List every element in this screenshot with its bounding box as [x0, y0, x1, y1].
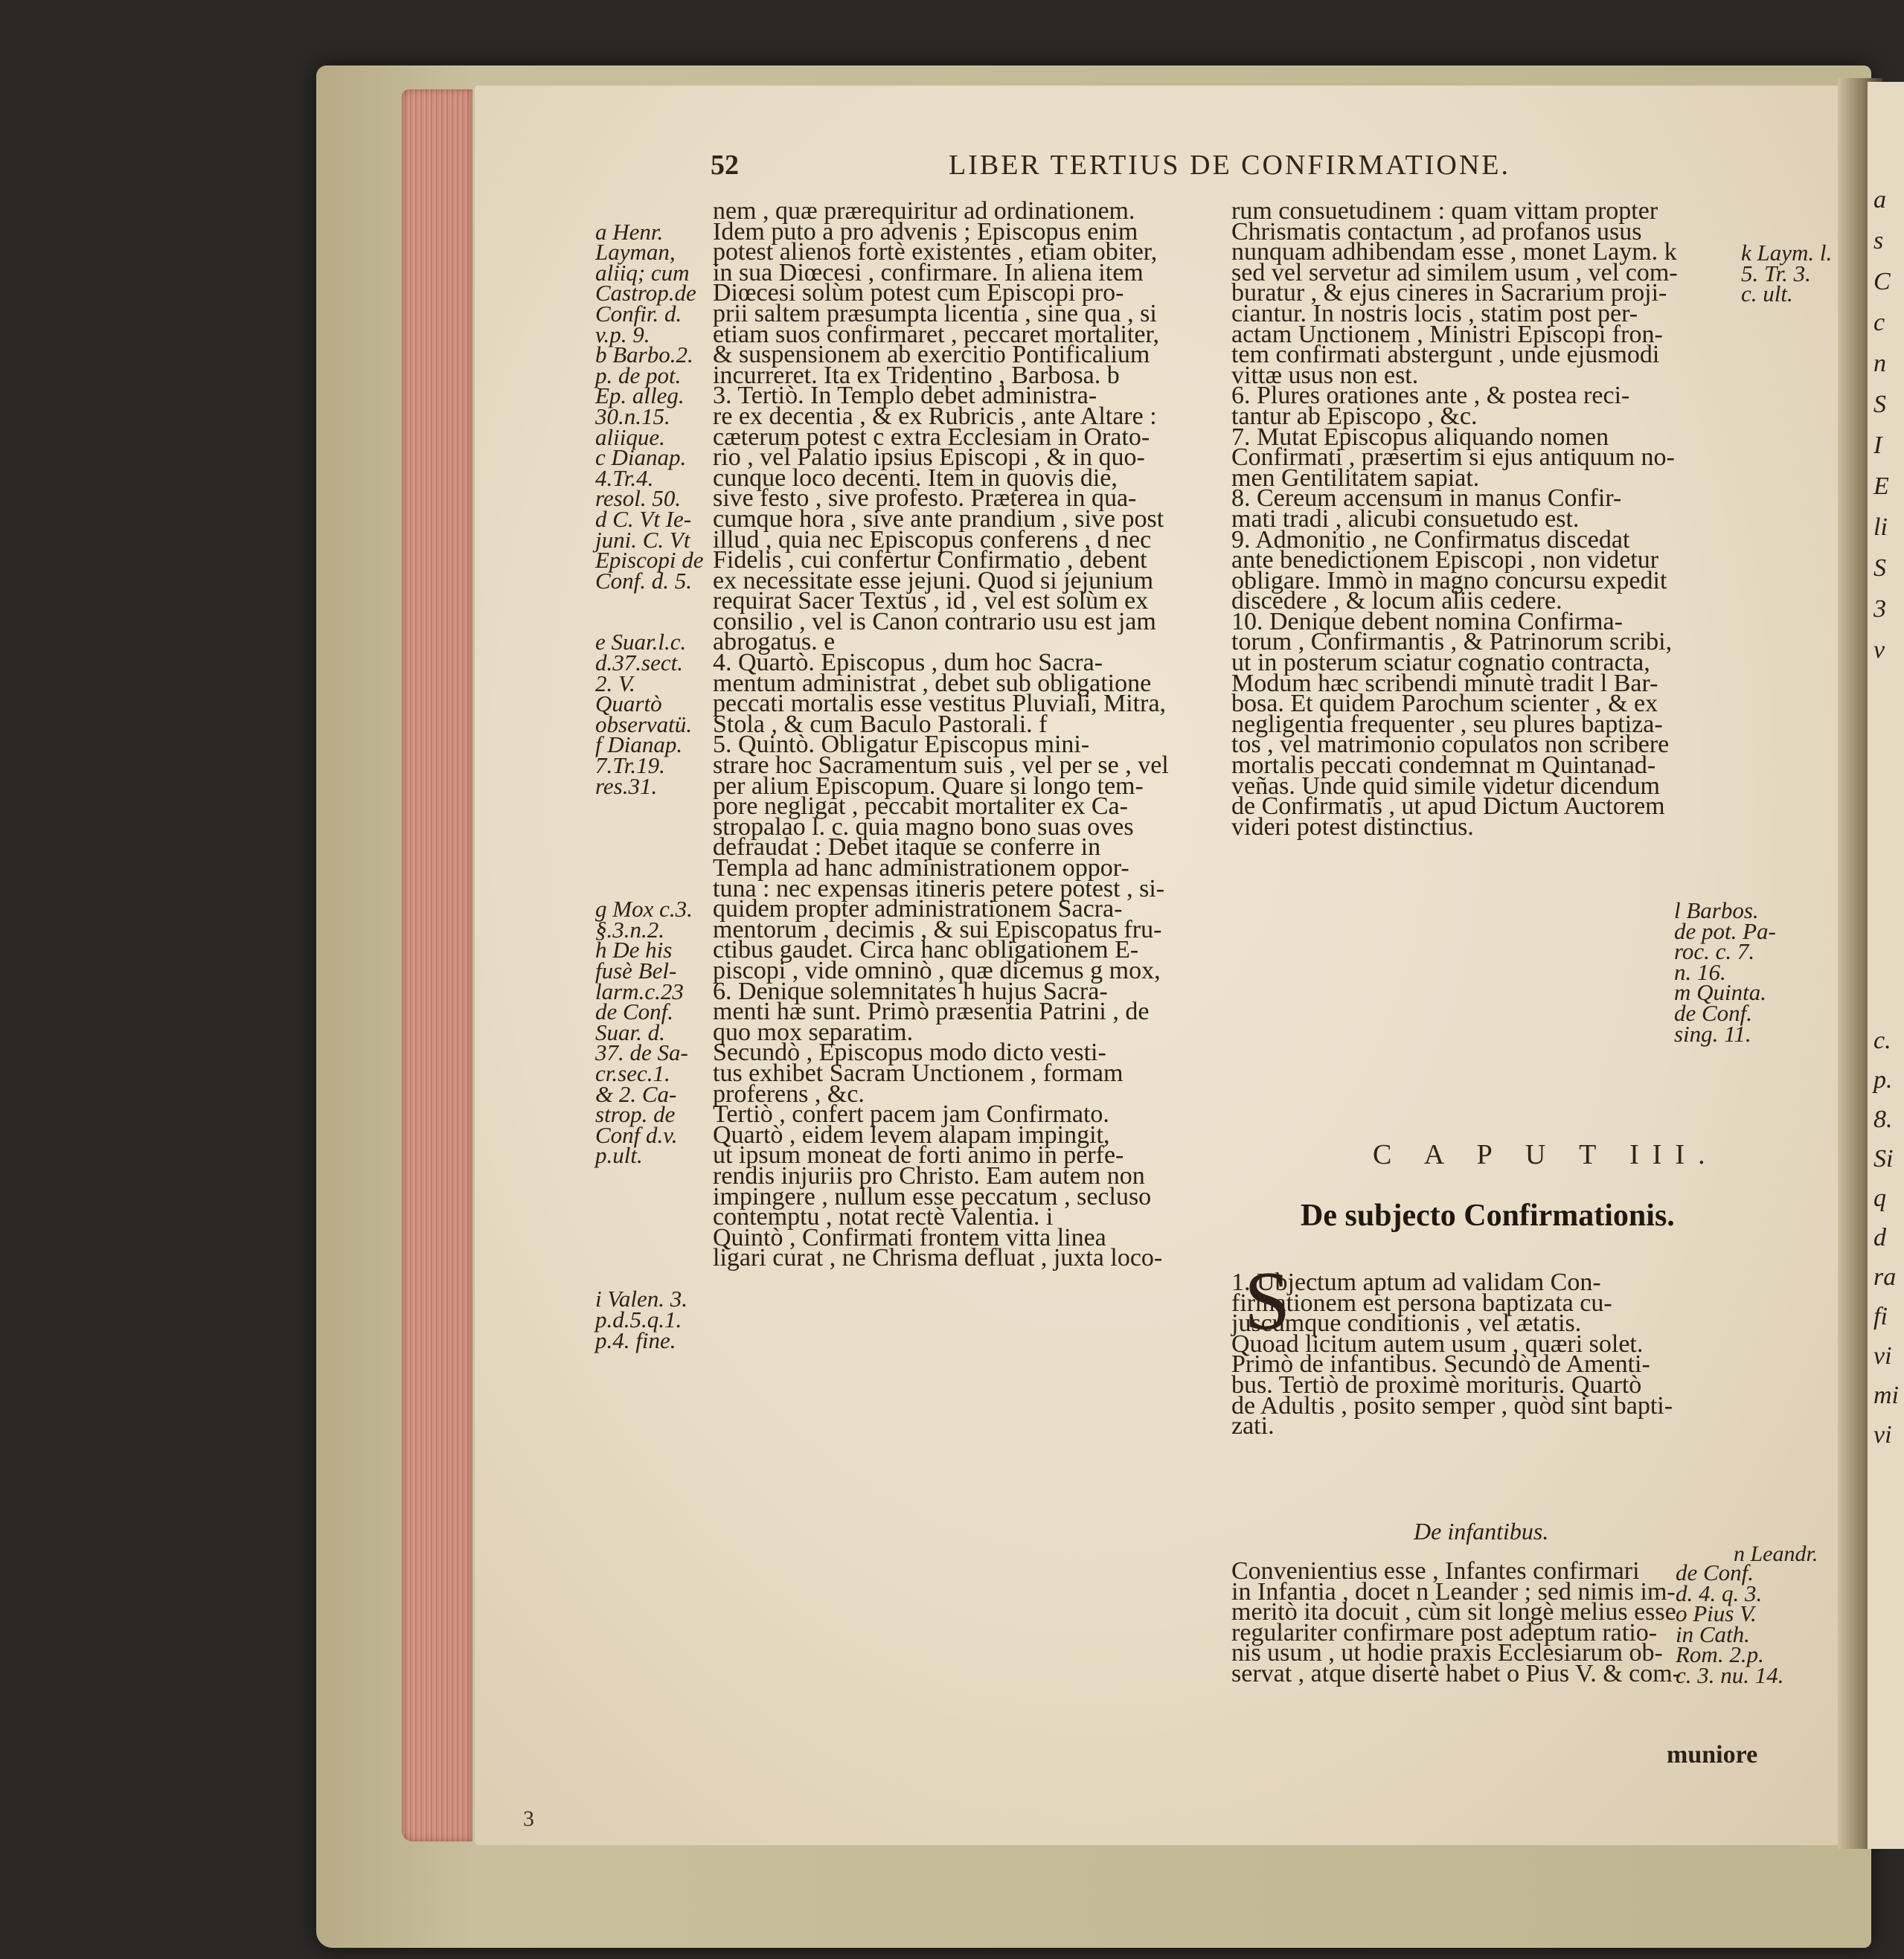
text-line: regulariter confirmare post adeptum ratio-	[1231, 1618, 1658, 1647]
text-line: Tertiò , confert pacem jam Confirmato.	[713, 1100, 1109, 1129]
margin-note: Confir. d.	[595, 300, 682, 327]
margin-note	[595, 1207, 714, 1228]
text-line: peccati mortalis esse vestitus Pluviali, Mitra,	[713, 690, 1167, 718]
margin-note: p.ult.	[595, 1142, 643, 1169]
text-line: ctibus gaudet. Circa hanc obligationem E-	[713, 936, 1139, 964]
text-line: abrogatus. e	[713, 628, 836, 656]
text-line: Confirmati , præsertim si ejus antiquum no-	[1231, 443, 1675, 472]
text-line: 10. Denique debent nomina Confirma-	[1231, 607, 1623, 635]
margin-note	[595, 817, 714, 838]
margin-note: i Valen. 3.	[595, 1286, 687, 1312]
text-line: in Infantia , docet n Leander ; sed nimis im-	[1231, 1577, 1676, 1606]
text-line: consilio , vel is Canon contrario usu est jam	[713, 607, 1156, 635]
text-line: in sua Diœcesi , confirmare. In aliena item	[713, 258, 1144, 286]
text-line: strare hoc Sacramentum suis , vel per se , vel	[713, 751, 1169, 780]
text-line: quidem propter administrationem Sacra-	[713, 895, 1123, 923]
text-line: meritò ita docuit , cùm sit longè melius esse	[1231, 1598, 1676, 1626]
margin-note: Castrop.de	[595, 280, 696, 307]
text-line: Primò de infantibus. Secundò de Amenti-	[1231, 1350, 1650, 1379]
chapter-paragraph	[1231, 1557, 1682, 1687]
margin-note	[595, 1248, 714, 1269]
page-number: 52	[711, 150, 739, 181]
margin-note: juni. C. Vt	[595, 526, 690, 553]
text-line: bosa. Et quidem Parochum scienter , & ex	[1231, 690, 1658, 718]
text-line: ut ipsum moneat de forti animo in perfe-	[713, 1141, 1124, 1170]
text-line: zati.	[1231, 1412, 1275, 1440]
margin-note: observatü.	[595, 711, 693, 737]
text-line: Modum hæc scribendi minutè tradit l Bar-	[1231, 669, 1658, 697]
margin-note-n: n Leandr.	[1734, 1542, 1818, 1566]
text-line: vittæ usus non est.	[1231, 361, 1419, 389]
margin-note: d. 4. q. 3.	[1676, 1580, 1763, 1606]
facing-page-letter: n	[1873, 350, 1886, 377]
text-line: tos , vel matrimonio copulatos non scribere	[1231, 731, 1670, 759]
text-line: cumque hora , sive ante prandium , sive post	[713, 504, 1164, 533]
text-line: de Confirmatis , ut apud Dictum Auctorem	[1231, 792, 1665, 821]
margin-note: p.4. fine.	[595, 1327, 676, 1353]
text-line: mortalis peccati condemnat m Quintanad-	[1231, 751, 1656, 780]
facing-page-letter: d	[1873, 1224, 1886, 1251]
facing-page-fragment	[1868, 82, 1904, 1849]
margin-note: larm.c.23	[595, 978, 684, 1004]
text-line: 3. Tertiò. In Templo debet administra-	[713, 382, 1097, 410]
text-line: Diœcesi solùm potest cum Episcopi pro-	[713, 279, 1124, 307]
text-line: Fidelis , cui confertur Confirmatio , debent	[713, 546, 1147, 574]
text-line: buratur , & ejus cineres in Sacrarium proji-	[1231, 279, 1667, 307]
text-line: 1. Ubjectum aptum ad validam Con-	[1231, 1269, 1601, 1296]
facing-page-letter: ra	[1873, 1263, 1897, 1291]
margin-note: Rom. 2.p.	[1676, 1641, 1764, 1668]
margin-note: 37. de Sa-	[595, 1039, 688, 1066]
facing-page-letter: p.	[1873, 1066, 1893, 1094]
facing-page-letter: mi	[1873, 1382, 1899, 1409]
margin-note	[595, 591, 714, 612]
text-line: proferens , &c.	[713, 1080, 865, 1108]
text-line: potest alienos fortè existentes , etiam obiter,	[713, 238, 1158, 266]
margin-note: b Barbo.2.	[595, 342, 693, 368]
margin-note: & 2. Ca-	[595, 1080, 677, 1107]
facing-page-letter: S	[1873, 554, 1886, 582]
facing-page-letter: E	[1873, 472, 1889, 500]
text-line: incurreret. Ita ex Tridentino , Barbosa. b	[713, 361, 1120, 389]
subheading: De infantibus.	[1414, 1518, 1549, 1545]
margin-note: f Dianap.	[595, 731, 683, 758]
facing-page-letter: I	[1873, 432, 1882, 459]
text-line: prii saltem præsumpta licentia , sine qua , si	[713, 299, 1157, 327]
facing-page-letter: a	[1873, 186, 1886, 214]
margin-note: 4.Tr.4.	[595, 464, 654, 491]
right-column-text	[1231, 197, 1745, 841]
margin-note: 2. V.	[595, 670, 635, 696]
text-line: ligari curat , ne Chrisma defluat , juxta loco-	[713, 1244, 1163, 1272]
text-line: 6. Denique solemnitates h hujus Sacra-	[713, 977, 1108, 1005]
text-line: tem confirmati abstergunt , unde ejusmodi	[1231, 341, 1660, 369]
text-line: firmationem est persona baptizata cu-	[1231, 1289, 1612, 1317]
margin-note: c. 3. nu. 14.	[1676, 1661, 1784, 1688]
text-line: 9. Admonitio , ne Confirmatus discedat	[1231, 525, 1630, 554]
facing-page-letter: 8.	[1873, 1106, 1893, 1133]
text-line: Convenientius esse , Infantes confirmari	[1231, 1557, 1640, 1585]
margin-note: p.d.5.q.1.	[595, 1306, 682, 1333]
facing-page-letter: vi	[1873, 1421, 1892, 1449]
text-line: pore negligat , peccabit mortaliter ex Ca-	[713, 792, 1128, 821]
facing-page-letter: q	[1873, 1184, 1886, 1212]
facing-page-letter: c	[1873, 309, 1885, 336]
margin-note: res.31.	[595, 772, 658, 799]
margin-note: Quartò	[595, 690, 662, 717]
text-line: Secundò , Episcopus modo dicto vesti-	[713, 1039, 1106, 1067]
text-line: de Adultis , posito semper , quòd sint bapti-	[1231, 1391, 1673, 1420]
margin-note: c. ult.	[1741, 280, 1793, 307]
text-line: men Gentilitatem sapiat.	[1231, 464, 1480, 492]
text-line: re ex decentia , & ex Rubricis , ante Altare :	[713, 402, 1157, 430]
text-line: nunquam adhibendam esse , monet Laym. k	[1231, 238, 1677, 266]
text-line: Stola , & cum Baculo Pastorali. f	[713, 710, 1048, 738]
margin-note: v.p. 9.	[595, 321, 650, 347]
facing-page-letter: Si	[1873, 1145, 1894, 1173]
facing-page-letter: c.	[1873, 1027, 1891, 1054]
margin-note: in Cath.	[1676, 1620, 1750, 1647]
text-line: Chrismatis contactum , ad profanos usus	[1231, 217, 1642, 246]
facing-page-letter: C	[1873, 268, 1891, 295]
right-margin-notes-middle	[1674, 897, 1838, 1047]
margin-note: 30.n.15.	[595, 403, 670, 429]
text-line: contemptu , notat rectè Valentia. i	[713, 1203, 1054, 1231]
margin-note: 7.Tr.19.	[595, 752, 665, 779]
text-line: 4. Quartò. Episcopus , dum hoc Sacra-	[713, 649, 1103, 677]
right-margin-notes-bottom	[1676, 1559, 1839, 1688]
facing-page-letter: 3	[1873, 595, 1886, 623]
margin-note: Conf d.v.	[595, 1121, 678, 1148]
text-line: Quintò , Confirmati frontem vitta linea	[713, 1223, 1106, 1251]
facing-page-letter: s	[1873, 227, 1884, 254]
text-line: sive festo , sive profesto. Præterea in qua-	[713, 484, 1137, 513]
catchword: muniore	[1667, 1741, 1758, 1769]
margin-note: 5. Tr. 3.	[1741, 260, 1811, 286]
page-edges	[402, 89, 472, 1841]
text-line: ut in posterum sciatur cognatio contracta,	[1231, 649, 1650, 677]
running-title: LIBER TERTIUS DE CONFIRMATIONE.	[949, 150, 1511, 181]
margin-note: o Pius V.	[1676, 1600, 1757, 1627]
text-line: veñas. Unde quid simile videtur dicendum	[1231, 772, 1660, 800]
margin-note: fusè Bel-	[595, 957, 677, 984]
text-line: servat , atque disertè habet o Pius V. & com-	[1231, 1659, 1682, 1687]
margin-note	[595, 1187, 714, 1208]
text-line: rendis injuriis pro Christo. Eam autem non	[713, 1161, 1145, 1190]
margin-note	[595, 1228, 714, 1248]
drop-cap: S	[1244, 1255, 1291, 1347]
text-line: sed vel servetur ad similem usum , vel com-	[1231, 258, 1678, 286]
facing-page-letter: S	[1873, 391, 1886, 418]
text-line: requirat Sacer Textus , id , vel est solùm ex	[713, 587, 1149, 615]
text-line: 6. Plures orationes ante , & postea reci-	[1231, 382, 1630, 410]
margin-note: d C. Vt Ie-	[595, 505, 692, 532]
left-column-text	[713, 197, 1219, 1272]
margin-note	[595, 796, 714, 817]
text-line: Quoad licitum autem usum , quæri solet.	[1231, 1330, 1644, 1358]
left-margin-notes	[595, 201, 714, 1353]
margin-note: c Dianap.	[595, 444, 687, 471]
margin-note: de pot. Pa-	[1674, 917, 1776, 944]
text-line: tus exhibet Sacram Unctionem , formam	[713, 1059, 1124, 1087]
margin-note: n. 16.	[1674, 958, 1726, 985]
margin-note: a Henr.	[595, 218, 664, 245]
margin-note: Suar. d.	[595, 1019, 665, 1045]
margin-note: de Conf.	[595, 998, 674, 1025]
margin-note: g Mox c.3.	[595, 896, 693, 923]
text-line: juscumque conditionis , vel ætatis.	[1231, 1309, 1582, 1338]
text-line: 5. Quintò. Obligatur Episcopus mini-	[713, 731, 1090, 759]
chapter-title: De subjecto Confirmationis.	[1301, 1199, 1675, 1233]
margin-note: d.37.sect.	[595, 650, 683, 676]
margin-note: e Suar.l.c.	[595, 629, 687, 655]
text-line: bus. Tertiò de proximè morituris. Quartò	[1231, 1370, 1642, 1399]
margin-note: aliique.	[595, 423, 665, 450]
margin-note: Layman,	[595, 239, 676, 266]
text-line: nem , quæ prærequiritur ad ordinationem.	[713, 197, 1135, 225]
facing-page-letter: fi	[1873, 1303, 1888, 1330]
margin-note: sing. 11.	[1674, 1020, 1751, 1047]
text-line: per alium Episcopum. Quare si longo tem-	[713, 772, 1144, 800]
text-line: rio , vel Palatio ipsius Episcopi , & in quo-	[713, 443, 1145, 472]
chapter-intro-text	[1231, 1269, 1745, 1440]
text-line: nis usum , ut hodie praxis Ecclesiarum ob-	[1231, 1639, 1663, 1667]
text-line: tantur ab Episcopo , &c.	[1231, 402, 1478, 430]
margin-note: strop. de	[595, 1101, 676, 1128]
text-line: discedere , & locum aliis cedere.	[1231, 587, 1562, 615]
margin-note	[595, 837, 714, 858]
margin-note: l Barbos.	[1674, 897, 1759, 923]
text-line: stropalao l. c. quia magno bono suas oves	[713, 812, 1134, 841]
margin-note: Conf. d. 5.	[595, 567, 693, 594]
margin-note	[595, 1166, 714, 1187]
text-line: defraudat : Debet itaque se conferre in	[713, 833, 1101, 862]
right-margin-notes-top	[1741, 240, 1838, 307]
margin-note: de Conf.	[1674, 999, 1753, 1026]
margin-note: Episcopi de	[595, 547, 704, 574]
text-line: piscopi , vide omninò , quæ dicemus g mox,	[713, 956, 1161, 984]
text-line: ciantur. In nostris locis , statim post per-	[1231, 299, 1638, 327]
facing-page-letter: vi	[1873, 1342, 1892, 1370]
margin-note: k Laym. l.	[1741, 240, 1833, 266]
margin-note: de Conf.	[1676, 1559, 1754, 1586]
margin-note: h De his	[595, 937, 673, 964]
signature-mark: 3	[523, 1806, 534, 1831]
text-line: actam Unctionem , Ministri Episcopi fron-	[1231, 320, 1663, 348]
text-line: illud , quia nec Episcopus conferens , d nec	[713, 525, 1152, 554]
margin-note: Ep. alleg.	[595, 382, 685, 409]
text-line: Templa ad hanc administrationem oppor-	[713, 854, 1129, 882]
text-line: ex necessitate esse jejuni. Quod si jejunium	[713, 566, 1154, 594]
text-line: menti hæ sunt. Primò præsentia Patrini , de	[713, 998, 1150, 1026]
text-line: Quartò , eidem levem alapam impingit,	[713, 1120, 1110, 1149]
text-line: videri potest distinctius.	[1231, 812, 1474, 841]
margin-note: aliiq; cum	[595, 259, 690, 286]
text-line: etiam suos confirmaret , peccaret mortaliter,	[713, 320, 1159, 348]
text-line: mentorum , decimis , & sui Episcopatus fru-	[713, 915, 1162, 943]
facing-page-letter: li	[1873, 513, 1888, 541]
text-line: mentum administrat , debet sub obligatione	[713, 669, 1152, 697]
text-line: obligare. Immò in magno concursu expedit	[1231, 566, 1667, 594]
margin-note: cr.sec.1.	[595, 1059, 670, 1086]
margin-note: p. de pot.	[595, 362, 682, 388]
text-line: Idem puto a pro advenis ; Episcopus enim	[713, 217, 1138, 246]
text-line: rum consuetudinem : quam vittam propter	[1231, 197, 1658, 225]
chapter-number: C A P U T III.	[1373, 1139, 1719, 1170]
text-line: cunque loco decenti. Item in quovis die,	[713, 464, 1118, 492]
text-line: cæterum potest c extra Ecclesiam in Orato-	[713, 423, 1150, 451]
margin-note: m Quinta.	[1674, 979, 1766, 1006]
text-line: negligentia frequenter , seu plures baptiza-	[1231, 710, 1663, 738]
text-line: 7. Mutat Episcopus aliquando nomen	[1231, 423, 1609, 451]
text-line: mati tradi , alicubi consuetudo est.	[1231, 504, 1580, 533]
facing-page-letter: v	[1873, 636, 1885, 664]
text-line: impingere , nullum esse peccatum , secluso	[713, 1182, 1152, 1211]
text-line: 8. Cereum accensum in manus Confir-	[1231, 484, 1622, 513]
text-line: ante benedictionem Episcopi , non videtur	[1231, 546, 1659, 574]
margin-note	[595, 858, 714, 879]
margin-note: resol. 50.	[595, 485, 682, 512]
text-line: & suspensionem ab exercitio Pontificalium	[713, 341, 1150, 369]
text-line: torum , Confirmantis , & Patrinorum scribi,	[1231, 628, 1673, 656]
margin-note: roc. c. 7.	[1674, 938, 1755, 965]
text-line: quo mox separatim.	[713, 1018, 914, 1046]
margin-note: §.3.n.2.	[595, 916, 664, 943]
text-line: tuna : nec expensas itineris petere potest , si-	[713, 874, 1165, 902]
